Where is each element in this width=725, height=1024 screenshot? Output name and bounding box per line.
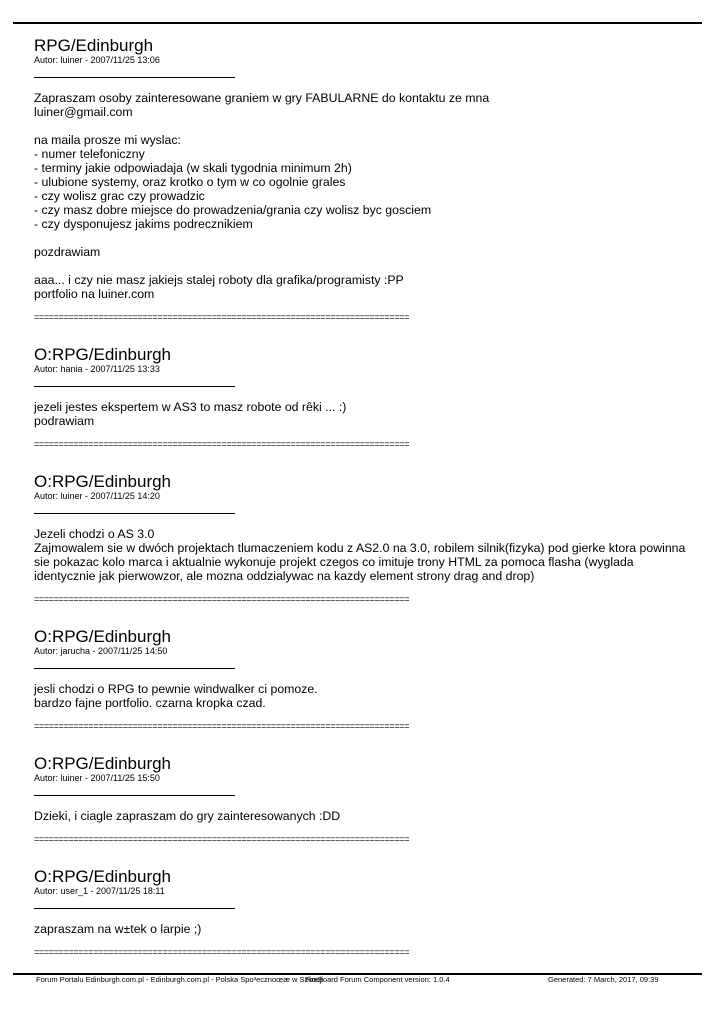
post-text-line: aaa... i czy nie masz jakiejs stalej roboty dla grafika/programisty :PP	[34, 273, 404, 287]
footer-generated-date: Generated: 7 March, 2017, 09:39	[548, 975, 659, 984]
post-separator: ============================================================================	[34, 721, 410, 731]
forum-post	[34, 36, 694, 323]
post-paragraph	[34, 527, 694, 583]
post-paragraph	[34, 133, 694, 231]
post-paragraph	[34, 400, 694, 428]
post-title: O:RPG/Edinburgh	[34, 754, 172, 773]
post-text-line: identycznie jak pierwowzor, ale mozna oddzialywac na kazdy element strony drag and drop)	[34, 569, 535, 583]
page-footer	[36, 975, 676, 987]
post-separator: ============================================================================	[34, 439, 410, 449]
post-title: RPG/Edinburgh	[34, 36, 154, 55]
post-paragraph	[34, 245, 694, 259]
forum-post	[34, 867, 694, 958]
post-header-rule	[34, 668, 235, 669]
post-text-line: Dzieki, i ciagle zapraszam do gry zainteresowanych :DD	[34, 809, 341, 823]
post-author-meta: Autor: luiner - 2007/11/25 13:06	[34, 55, 160, 65]
post-paragraph	[34, 682, 694, 710]
post-text-line: Jezeli chodzi o AS 3.0	[34, 527, 155, 541]
post-author-meta: Autor: luiner - 2007/11/25 15:50	[34, 773, 160, 783]
post-text-line: luiner@gmail.com	[34, 105, 133, 119]
post-header-rule	[34, 513, 235, 514]
post-body	[34, 91, 694, 301]
forum-post	[34, 754, 694, 845]
post-text-line: - ulubione systemy, oraz krotko o tym w co ogolnie grales	[34, 175, 346, 189]
post-text-line: sie pokazac kolo marca i aktualnie wykonuje projekt czegos co imituje trony HTML za pomoca flasha (wyglada	[34, 555, 634, 569]
footer-component-version: FireBoard Forum Component version: 1.0.4	[305, 975, 450, 984]
post-text-line: podrawiam	[34, 414, 95, 428]
post-header-rule	[34, 77, 235, 78]
post-text-line: portfolio na luiner.com	[34, 287, 155, 301]
post-text-line: pozdrawiam	[34, 245, 101, 259]
post-body	[34, 527, 694, 583]
post-text-line: jesli chodzi o RPG to pewnie windwalker ci pomoze.	[34, 682, 318, 696]
forum-thread	[34, 36, 694, 958]
forum-post	[34, 345, 694, 450]
post-title: O:RPG/Edinburgh	[34, 345, 172, 364]
post-paragraph	[34, 91, 694, 119]
post-text-line: - czy wolisz grac czy prowadzic	[34, 189, 205, 203]
post-text-line: na maila prosze mi wyslac:	[34, 133, 181, 147]
forum-post	[34, 627, 694, 732]
post-header-rule	[34, 908, 235, 909]
post-separator: ============================================================================	[34, 312, 410, 322]
post-author-meta: Autor: user_1 - 2007/11/25 18:11	[34, 886, 165, 896]
post-separator: ============================================================================	[34, 947, 410, 957]
post-text-line: jezeli jestes ekspertem w AS3 to masz robote od rêki ... :)	[34, 400, 347, 414]
post-title: O:RPG/Edinburgh	[34, 867, 172, 886]
post-text-line: Zapraszam osoby zainteresowane graniem w gry FABULARNE do kontaktu ze mna	[34, 91, 490, 105]
post-author-meta: Autor: hania - 2007/11/25 13:33	[34, 364, 160, 374]
post-separator: ============================================================================	[34, 834, 410, 844]
post-paragraph	[34, 922, 694, 936]
post-text-line: - czy masz dobre miejsce do prowadzenia/grania czy wolisz byc gosciem	[34, 203, 432, 217]
post-text-line: - czy dysponujesz jakims podrecznikiem	[34, 217, 253, 231]
post-text-line: - numer telefoniczny	[34, 147, 145, 161]
post-body	[34, 809, 694, 823]
post-title: O:RPG/Edinburgh	[34, 472, 172, 491]
post-text-line: - terminy jakie odpowiadaja (w skali tygodnia minimum 2h)	[34, 161, 352, 175]
post-header-rule	[34, 386, 235, 387]
post-text-line: bardzo fajne portfolio. czarna kropka czad.	[34, 696, 266, 710]
post-text-line: Zajmowalem sie w dwóch projektach tlumaczeniem kodu z AS2.0 na 3.0, robilem silnik(fizyka) pod gierke ktora powinna	[34, 541, 686, 555]
post-paragraph	[34, 809, 694, 823]
post-title: O:RPG/Edinburgh	[34, 627, 172, 646]
top-rule	[13, 22, 702, 24]
post-paragraph	[34, 273, 694, 301]
forum-post	[34, 472, 694, 605]
post-body	[34, 400, 694, 428]
post-author-meta: Autor: jarucha - 2007/11/25 14:50	[34, 646, 168, 656]
post-author-meta: Autor: luiner - 2007/11/25 14:20	[34, 491, 160, 501]
post-separator: ============================================================================	[34, 594, 410, 604]
footer-site-label: Forum Portalu Edinburgh.com.pl - Edinburgh.com.pl - Polska Spo³ecznoœæ w Szkocji	[36, 975, 324, 984]
post-body	[34, 922, 694, 936]
post-body	[34, 682, 694, 710]
post-text-line: zapraszam na w±tek o larpie ;)	[34, 922, 202, 936]
post-header-rule	[34, 795, 235, 796]
